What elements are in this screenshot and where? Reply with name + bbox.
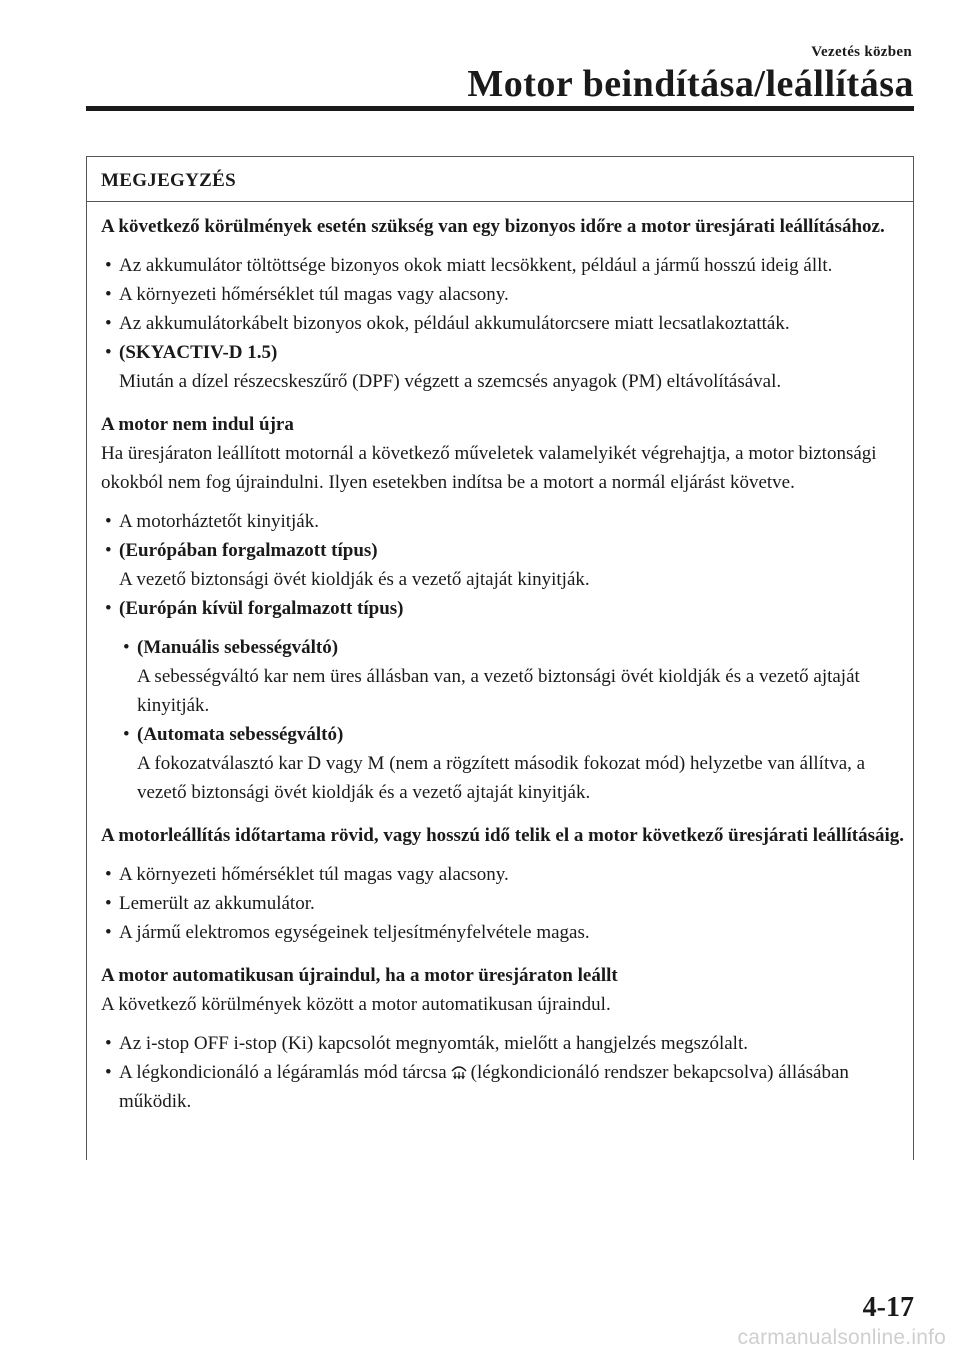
duration-list: [101, 860, 905, 947]
note-heading: MEGJEGYZÉS: [87, 157, 913, 202]
bullet-icon: •: [105, 255, 112, 276]
page-title: Motor beindítása/leállítása: [467, 63, 914, 105]
intro-list: [101, 251, 905, 396]
skyactiv-text: Miután a dízel részecskeszűrő (DPF) végzett a szemcsés anyagok (PM) eltávolításával.: [119, 371, 782, 392]
duration-bold: A motorleállítás időtartama rövid, vagy hosszú idő telik el a motor következő üresjárati leállításáig.: [101, 825, 905, 846]
list-item: • A motorháztetőt kinyitják.: [101, 507, 905, 536]
bullet-icon: •: [123, 724, 130, 745]
bullet-icon: •: [105, 893, 112, 914]
list-item: [101, 594, 905, 623]
list-item: • Az akkumulátor töltöttsége bizonyos okok miatt lecsökkent, például a jármű hosszú ideig állt.: [101, 251, 905, 280]
skyactiv-label: (SKYACTIV-D 1.5): [119, 342, 278, 363]
intro-bold: A következő körülmények esetén szükség van egy bizonyos időre a motor üresjárati leállításához.: [101, 216, 885, 237]
europe-text: A vezető biztonsági övét kioldják és a vezető ajtaját kinyitják.: [119, 569, 590, 590]
bullet-icon: •: [105, 313, 112, 334]
list-item: • A légkondicionáló a légáramlás mód tárcsa (légkondicionáló rendszer bekapcsolva) állásában működik.: [101, 1058, 905, 1116]
note-body: [87, 202, 913, 1116]
europe-label: (Európában forgalmazott típus): [119, 540, 378, 561]
bullet-icon: •: [105, 598, 112, 619]
bullet-icon: •: [105, 864, 112, 885]
header-rule: [86, 106, 914, 111]
bullet-icon: •: [105, 511, 112, 532]
list-item: [119, 720, 905, 807]
bullet-icon: •: [123, 637, 130, 658]
list-item: [119, 633, 905, 720]
bullet-icon: •: [105, 284, 112, 305]
bullet-icon: •: [105, 1033, 112, 1054]
auto-restart-list: [101, 1029, 905, 1116]
no-restart-text: Ha üresjáraton leállított motornál a következő műveletek valamelyikét végrehajtja, a motor biztonsági okokból nem fog újraindulni. Ilyen esetekben indítsa be a motort a normál eljárást követve.: [101, 443, 877, 493]
bullet-icon: •: [105, 1062, 112, 1083]
no-restart-list: [101, 507, 905, 623]
list-item: [101, 536, 905, 594]
list-item: [101, 338, 905, 396]
list-item: • Az i-stop OFF i-stop (Ki) kapcsolót megnyomták, mielőtt a hangjelzés megszólalt.: [101, 1029, 905, 1058]
note-box: [86, 156, 914, 1160]
bullet-icon: •: [105, 922, 112, 943]
no-restart-title: A motor nem indul újra: [101, 414, 294, 435]
ac-defrost-icon: [449, 1061, 469, 1081]
page-number: 4-17: [862, 1292, 914, 1323]
outside-europe-label: (Európán kívül forgalmazott típus): [119, 598, 404, 619]
header-section: Vezetés közben: [811, 44, 912, 60]
manual-text: A sebességváltó kar nem üres állásban van, a vezető biztonsági övét kioldják és a vezető ajtaját kinyitják.: [137, 666, 860, 716]
list-item: • A környezeti hőmérséklet túl magas vagy alacsony.: [101, 860, 905, 889]
list-item: • A környezeti hőmérséklet túl magas vagy alacsony.: [101, 280, 905, 309]
bullet-icon: •: [105, 342, 112, 363]
list-item: • Lemerült az akkumulátor.: [101, 889, 905, 918]
outside-europe-list: [119, 633, 905, 807]
manual-label: (Manuális sebességváltó): [137, 637, 339, 658]
auto-restart-text: A következő körülmények között a motor automatikusan újraindul.: [101, 994, 611, 1015]
list-item: • A jármű elektromos egységeinek teljesítményfelvétele magas.: [101, 918, 905, 947]
auto-restart-title: A motor automatikusan újraindul, ha a motor üresjáraton leállt: [101, 965, 618, 986]
bullet-icon: •: [105, 540, 112, 561]
list-item: • Az akkumulátorkábelt bizonyos okok, például akkumulátorcsere miatt lecsatlakoztatták.: [101, 309, 905, 338]
automatic-label: (Automata sebességváltó): [137, 724, 344, 745]
automatic-text: A fokozatválasztó kar D vagy M (nem a rögzített második fokozat mód) helyzetbe van állítva, a vezető biztonsági övét kioldják és a vezető ajtaját kinyitják.: [137, 753, 866, 803]
watermark: carmanualsonline.info: [737, 1326, 946, 1349]
